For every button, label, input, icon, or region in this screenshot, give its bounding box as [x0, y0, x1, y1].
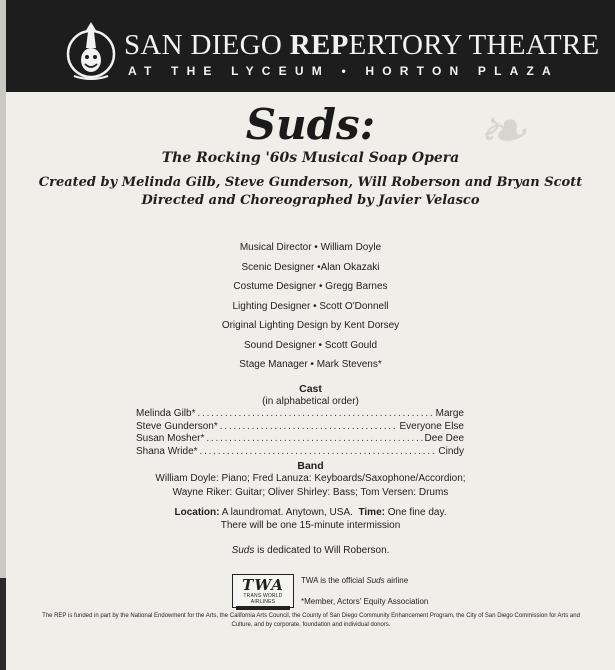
- role-name: Marge: [435, 408, 464, 419]
- cast-order-note: (in alphabetical order): [262, 396, 359, 407]
- role-name: Everyone Else: [399, 420, 464, 432]
- leader-dots: [206, 433, 422, 446]
- crew-item: Lighting Designer • Scott O'Donnell: [232, 300, 389, 312]
- actor-name: Melinda Gilb*: [136, 408, 196, 419]
- leader-dots: [200, 446, 437, 459]
- crew-item: Stage Manager • Mark Stevens*: [239, 359, 382, 370]
- theatre-location: AT THE LYCEUM • HORTON PLAZA: [128, 64, 559, 78]
- dedication: [6, 544, 615, 558]
- twa-logo-word: TWA: [242, 576, 284, 594]
- directed-by-credit: Directed and Choreographed by Javier Velasco: [141, 193, 480, 208]
- crew-item: Original Lighting Design by Kent Dorsey: [221, 320, 400, 331]
- leader-dots: [197, 408, 433, 421]
- intermission-note: There will be one 15-minute intermission: [220, 520, 401, 531]
- program-page: [6, 0, 615, 670]
- cast-row: [136, 433, 464, 446]
- show-subtitle: The Rocking '60s Musical Soap Opera: [161, 150, 460, 166]
- official-airline-note: [301, 575, 408, 587]
- official-airline-prefix: TWA is the official: [301, 576, 365, 585]
- crew-list: [6, 238, 615, 375]
- cast-heading: Cast: [299, 383, 322, 395]
- theatre-name: [124, 28, 600, 62]
- actor-name: Shana Wride*: [136, 445, 198, 457]
- band-heading: Band: [297, 460, 324, 472]
- dedication-show-name: Suds: [231, 545, 255, 556]
- leader-dots: [220, 421, 398, 434]
- theatre-name-bold: REP: [289, 29, 349, 61]
- band-line: William Doyle: Piano; Fred Lanuza: Keyboards/Saxophone/Accordion;: [155, 473, 466, 484]
- setting-line: [6, 506, 615, 520]
- cast-row: [136, 421, 464, 434]
- equity-member-note: *Member, Actors' Equity Association: [301, 597, 429, 606]
- theatre-name-prefix: SAN DIEGO: [124, 29, 283, 61]
- role-name: Dee Dee: [424, 433, 464, 444]
- time-value: One fine day.: [387, 507, 447, 518]
- twa-logo-subtitle: TRANS WORLD AIRLINES: [243, 593, 283, 605]
- location-label: Location:: [174, 507, 220, 518]
- crew-item: Scenic Designer •Alan Okazaki: [241, 261, 380, 273]
- actor-name: Susan Mosher*: [136, 433, 205, 444]
- role-name: Cindy: [438, 445, 464, 457]
- bleed-through-decoration: ❧: [476, 96, 527, 166]
- twa-logo-bar: [236, 606, 290, 610]
- crew-item: Musical Director • William Doyle: [239, 242, 382, 253]
- crew-item: Costume Designer • Gregg Barnes: [233, 281, 388, 292]
- cast-row: [136, 408, 464, 421]
- created-by-credit: Created by Melinda Gilb, Steve Gunderson, Will Roberson and Bryan Scott: [38, 175, 583, 190]
- time-label: Time:: [358, 507, 385, 518]
- band-list: [6, 472, 615, 500]
- cast-row: [136, 446, 464, 459]
- comedy-mask-logo-icon: [66, 18, 116, 84]
- actor-name: Steve Gunderson*: [136, 420, 218, 432]
- show-title: Suds:: [245, 100, 376, 149]
- location-value: A laundromat. Anytown, USA.: [221, 507, 353, 518]
- twa-logo: [232, 574, 294, 608]
- cast-list: [136, 408, 464, 458]
- official-airline-suffix: airline: [386, 576, 409, 585]
- crew-item: Sound Designer • Scott Gould: [243, 339, 378, 351]
- official-airline-show: Suds: [366, 576, 385, 585]
- funding-credit: The REP is funded in part by the National Endowment for the Arts, the California Arts Council, the County of San Diego Community Enhancement Program, the City of San Diego Commission for Arts and Culture, and by corporate, foundation and individual donors.: [42, 613, 580, 628]
- theatre-header: [6, 0, 615, 92]
- dedication-text: is dedicated to Will Roberson.: [257, 545, 390, 556]
- theatre-name-suffix: ERTORY THEATRE: [348, 29, 600, 61]
- band-line: Wayne Riker: Guitar; Oliver Shirley: Bass; Tom Versen: Drums: [172, 487, 449, 498]
